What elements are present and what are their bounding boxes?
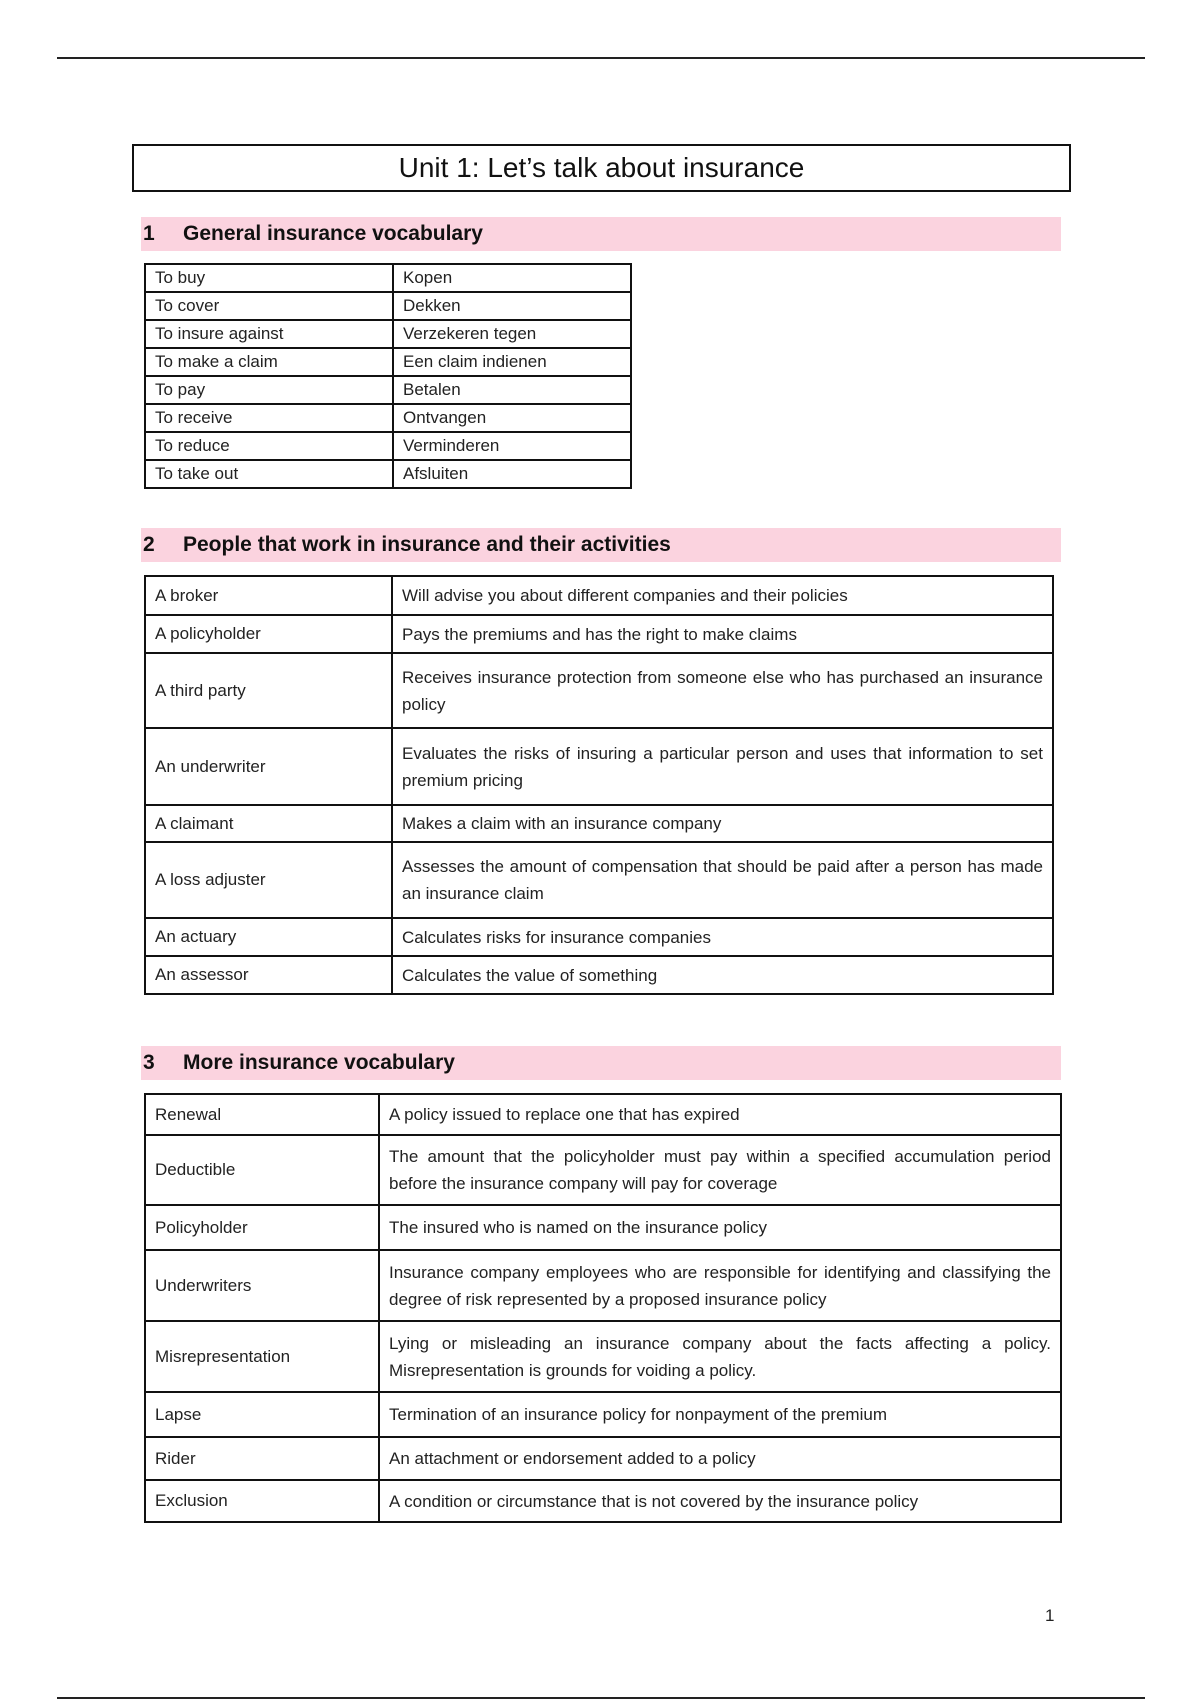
- table-row: [145, 1135, 1061, 1205]
- section-number: 1: [143, 222, 155, 245]
- definition-cell: Ontvangen: [393, 404, 631, 432]
- definition-cell: Kopen: [393, 264, 631, 292]
- definition-cell: Receives insurance protection from someone else who has purchased an insurance policy: [392, 653, 1053, 728]
- table-row: [145, 404, 631, 432]
- table-row: [145, 918, 1053, 956]
- definition-cell: Evaluates the risks of insuring a particular person and uses that information to set premium pricing: [392, 728, 1053, 805]
- term-cell: An assessor: [145, 956, 392, 994]
- table-row: [145, 1321, 1061, 1392]
- definition-cell: Will advise you about different companies and their policies: [392, 576, 1053, 615]
- definition-cell: A policy issued to replace one that has expired: [379, 1094, 1061, 1135]
- table-row: [145, 1250, 1061, 1321]
- definition-cell: Insurance company employees who are responsible for identifying and classifying the degree of risk represented by a proposed insurance policy: [379, 1250, 1061, 1321]
- term-cell: A broker: [145, 576, 392, 615]
- table-row: [145, 805, 1053, 842]
- definition-cell: The amount that the policyholder must pay within a specified accumulation period before the insurance company will pay for coverage: [379, 1135, 1061, 1205]
- term-cell: A policyholder: [145, 615, 392, 653]
- table-row: [145, 320, 631, 348]
- term-cell: An actuary: [145, 918, 392, 956]
- term-cell: Renewal: [145, 1094, 379, 1135]
- definition-cell: Calculates risks for insurance companies: [392, 918, 1053, 956]
- section-title: People that work in insurance and their activities: [183, 533, 671, 556]
- definition-cell: Pays the premiums and has the right to make claims: [392, 615, 1053, 653]
- table-row: [145, 264, 631, 292]
- definition-cell: Afsluiten: [393, 460, 631, 488]
- definition-cell: Makes a claim with an insurance company: [392, 805, 1053, 842]
- definition-cell: Dekken: [393, 292, 631, 320]
- term-cell: To make a claim: [145, 348, 393, 376]
- term-cell: A loss adjuster: [145, 842, 392, 918]
- term-cell: A third party: [145, 653, 392, 728]
- term-cell: A claimant: [145, 805, 392, 842]
- term-cell: To buy: [145, 264, 393, 292]
- table-row: [145, 728, 1053, 805]
- term-cell: Rider: [145, 1437, 379, 1480]
- term-cell: To receive: [145, 404, 393, 432]
- definition-cell: Lying or misleading an insurance company about the facts affecting a policy. Misrepresentation is grounds for voiding a policy.: [379, 1321, 1061, 1392]
- table-row: [145, 1392, 1061, 1437]
- footer-rule: [57, 1697, 1145, 1699]
- table-row: [145, 1094, 1061, 1135]
- section-title: More insurance vocabulary: [183, 1051, 455, 1074]
- section-1-heading: [141, 217, 1061, 251]
- table-row: [145, 1205, 1061, 1250]
- definition-cell: Een claim indienen: [393, 348, 631, 376]
- definition-cell: Assesses the amount of compensation that should be paid after a person has made an insurance claim: [392, 842, 1053, 918]
- page-title: Unit 1: Let’s talk about insurance: [132, 144, 1071, 192]
- section-title: General insurance vocabulary: [183, 222, 483, 245]
- people-table: [144, 575, 1054, 995]
- definition-cell: Verzekeren tegen: [393, 320, 631, 348]
- term-cell: Underwriters: [145, 1250, 379, 1321]
- term-cell: Lapse: [145, 1392, 379, 1437]
- term-cell: Policyholder: [145, 1205, 379, 1250]
- term-cell: To insure against: [145, 320, 393, 348]
- table-row: [145, 1480, 1061, 1522]
- table-row: [145, 615, 1053, 653]
- table-row: [145, 653, 1053, 728]
- term-cell: Misrepresentation: [145, 1321, 379, 1392]
- definition-cell: An attachment or endorsement added to a policy: [379, 1437, 1061, 1480]
- definition-cell: Verminderen: [393, 432, 631, 460]
- header-rule: [57, 57, 1145, 59]
- table-row: [145, 432, 631, 460]
- table-row: [145, 1437, 1061, 1480]
- definition-cell: Betalen: [393, 376, 631, 404]
- section-number: 3: [143, 1051, 155, 1074]
- table-row: [145, 348, 631, 376]
- section-3-heading: [141, 1046, 1061, 1080]
- definition-cell: Calculates the value of something: [392, 956, 1053, 994]
- term-cell: Exclusion: [145, 1480, 379, 1522]
- term-cell: To reduce: [145, 432, 393, 460]
- definition-cell: A condition or circumstance that is not covered by the insurance policy: [379, 1480, 1061, 1522]
- definition-cell: The insured who is named on the insurance policy: [379, 1205, 1061, 1250]
- vocabulary-table: [144, 263, 632, 489]
- table-row: [145, 576, 1053, 615]
- section-2-heading: [141, 528, 1061, 562]
- term-cell: To take out: [145, 460, 393, 488]
- table-row: [145, 956, 1053, 994]
- term-cell: To cover: [145, 292, 393, 320]
- term-cell: To pay: [145, 376, 393, 404]
- table-row: [145, 376, 631, 404]
- table-row: [145, 460, 631, 488]
- definition-cell: Termination of an insurance policy for nonpayment of the premium: [379, 1392, 1061, 1437]
- table-row: [145, 842, 1053, 918]
- table-row: [145, 292, 631, 320]
- term-cell: An underwriter: [145, 728, 392, 805]
- page-number: 1: [1045, 1606, 1055, 1625]
- section-number: 2: [143, 533, 155, 556]
- more-vocabulary-table: [144, 1093, 1062, 1523]
- term-cell: Deductible: [145, 1135, 379, 1205]
